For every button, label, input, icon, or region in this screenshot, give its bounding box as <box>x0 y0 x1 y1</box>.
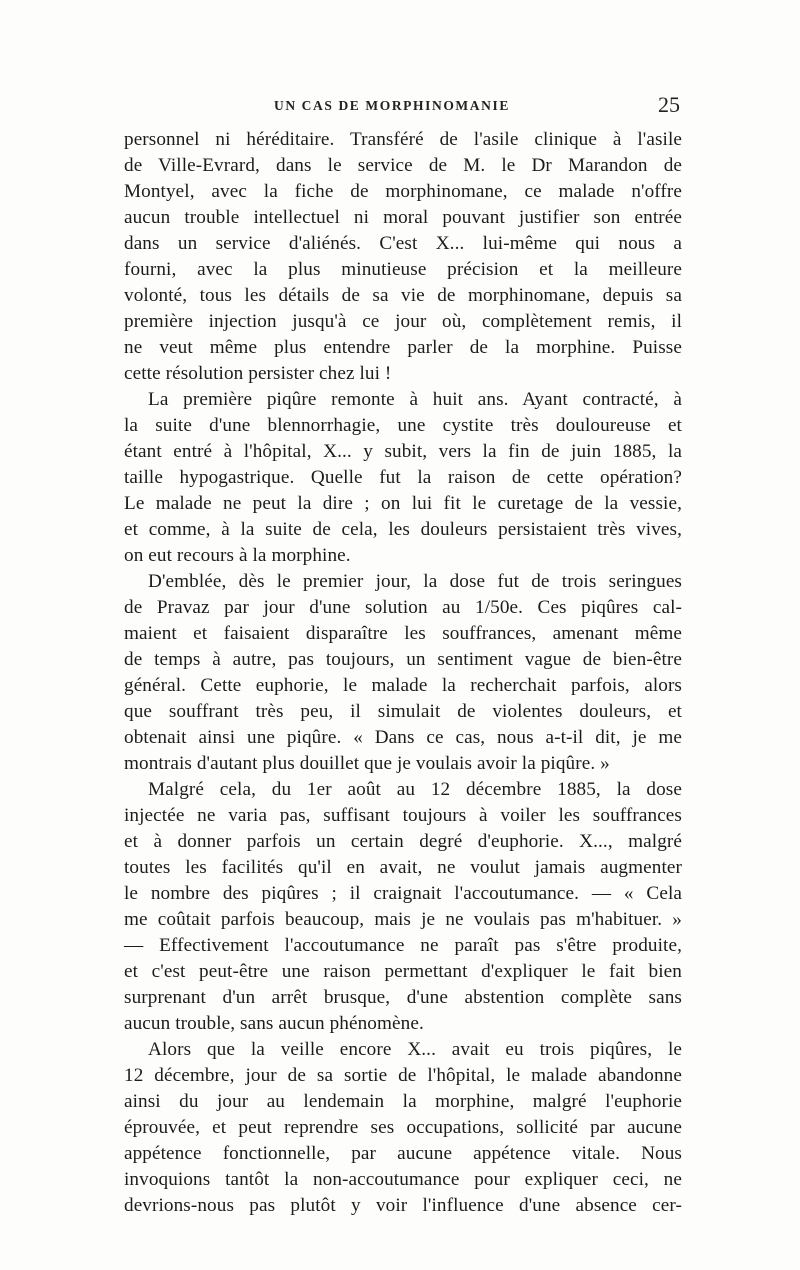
text-line: appétence fonctionnelle, par aucune appétence vitale. Nous <box>124 1143 682 1164</box>
text-line: invoquions tantôt la non-accoutumance pour expliquer ceci, ne <box>124 1169 682 1190</box>
text-line: volonté, tous les détails de sa vie de morphinomane, depuis sa <box>124 285 682 306</box>
running-title: UN CAS DE MORPHINOMANIE <box>274 98 510 113</box>
text-line: Le malade ne peut la dire ; on lui fit le curetage de la vessie, <box>124 493 682 514</box>
paragraph-start-line: La première piqûre remonte à huit ans. Ayant contracté, à <box>148 389 682 410</box>
text-line: 12 décembre, jour de sa sortie de l'hôpital, le malade abandonne <box>124 1065 682 1086</box>
text-line: maient et faisaient disparaître les souffrances, amenant même <box>124 623 682 644</box>
paragraph-start-line: Malgré cela, du 1er août au 12 décembre 1885, la dose <box>148 779 682 800</box>
text-line: surprenant d'un arrêt brusque, d'une abstention complète sans <box>124 987 682 1008</box>
text-line: et à donner parfois un certain degré d'euphorie. X..., malgré <box>124 831 682 852</box>
page-number: 25 <box>658 92 680 117</box>
text-line: on eut recours à la morphine. <box>124 545 351 566</box>
text-line: aucun trouble intellectuel ni moral pouvant justifier son entrée <box>124 207 682 228</box>
text-line: — Effectivement l'accoutumance ne paraît pas s'être produite, <box>124 935 682 956</box>
text-line: injectée ne varia pas, suffisant toujours à voiler les souffrances <box>124 805 682 826</box>
text-line: la suite d'une blennorrhagie, une cystite très douloureuse et <box>124 415 682 436</box>
text-line: aucun trouble, sans aucun phénomène. <box>124 1013 424 1034</box>
text-line: ne veut même plus entendre parler de la morphine. Puisse <box>124 337 682 358</box>
text-line: obtenait ainsi une piqûre. « Dans ce cas, nous a-t-il dit, je me <box>124 727 682 748</box>
text-line: général. Cette euphorie, le malade la recherchait parfois, alors <box>124 675 682 696</box>
text-line: personnel ni héréditaire. Transféré de l'asile clinique à l'asile <box>124 129 682 150</box>
text-line: le nombre des piqûres ; il craignait l'accoutumance. — « Cela <box>124 883 682 904</box>
text-line: et c'est peut-être une raison permettant d'expliquer le fait bien <box>124 961 682 982</box>
text-line: de temps à autre, pas toujours, un sentiment vague de bien-être <box>124 649 682 670</box>
body-text <box>124 127 682 1219</box>
text-line: première injection jusqu'à ce jour où, complètement remis, il <box>124 311 682 332</box>
text-line: montrais d'autant plus douillet que je voulais avoir la piqûre. » <box>124 753 610 774</box>
text-line: éprouvée, et peut reprendre ses occupations, sollicité par aucune <box>124 1117 682 1138</box>
paragraph-start-line: Alors que la veille encore X... avait eu trois piqûres, le <box>148 1039 682 1060</box>
text-line: me coûtait parfois beaucoup, mais je ne voulais pas m'habituer. » <box>124 909 682 930</box>
text-line: de Ville-Evrard, dans le service de M. le Dr Marandon de <box>124 155 682 176</box>
text-line: ainsi du jour au lendemain la morphine, malgré l'euphorie <box>124 1091 682 1112</box>
text-line: toutes les facilités qu'il en avait, ne voulut jamais augmenter <box>124 857 682 878</box>
text-line: cette résolution persister chez lui ! <box>124 363 392 384</box>
text-line: que souffrant très peu, il simulait de violentes douleurs, et <box>124 701 682 722</box>
text-line: et comme, à la suite de cela, les douleurs persistaient très vives, <box>124 519 682 540</box>
text-line: étant entré à l'hôpital, X... y subit, vers la fin de juin 1885, la <box>124 441 682 462</box>
text-line: Montyel, avec la fiche de morphinomane, ce malade n'offre <box>124 181 682 202</box>
text-line: de Pravaz par jour d'une solution au 1/50e. Ces piqûres cal- <box>124 597 682 618</box>
page-header <box>124 92 680 122</box>
text-line: devrions-nous pas plutôt y voir l'influence d'une absence cer- <box>124 1195 682 1216</box>
text-line: taille hypogastrique. Quelle fut la raison de cette opération? <box>124 467 682 488</box>
text-line: dans un service d'aliénés. C'est X... lui-même qui nous a <box>124 233 682 254</box>
paragraph-start-line: D'emblée, dès le premier jour, la dose fut de trois seringues <box>148 571 682 592</box>
text-line: fourni, avec la plus minutieuse précision et la meilleure <box>124 259 682 280</box>
